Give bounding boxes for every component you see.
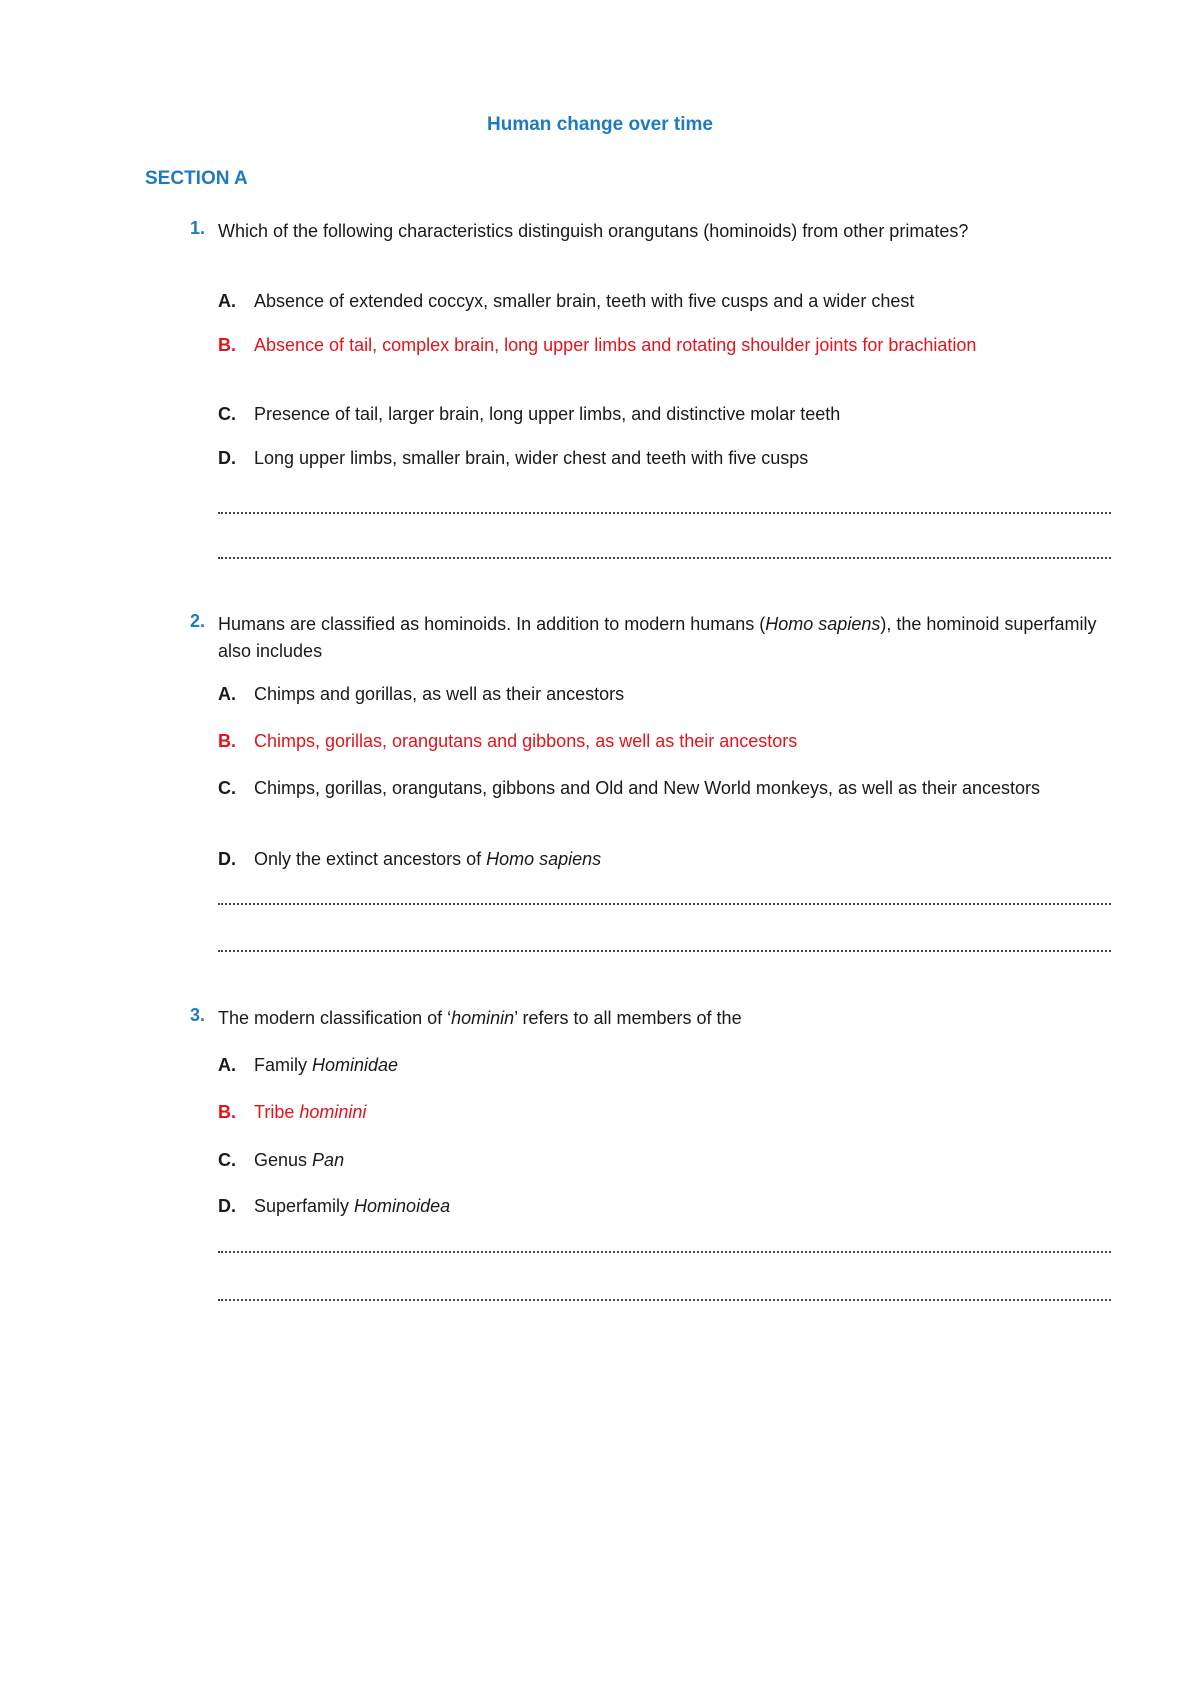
option-letter: B. <box>218 1102 236 1122</box>
option-letter: B. <box>218 731 236 751</box>
option-letter: D. <box>218 849 236 869</box>
option-text: Only the extinct ancestors of Homo sapiens <box>254 849 602 869</box>
answer-line[interactable] <box>218 1299 1111 1301</box>
option-letter: A. <box>218 684 236 704</box>
question-text: Humans are classified as hominoids. In addition to modern humans (Homo sapiens), the hominoid superfamily also includes <box>218 614 1097 661</box>
option-letter: D. <box>218 1196 236 1216</box>
option-text: Tribe hominini <box>254 1102 367 1122</box>
option-text: Presence of tail, larger brain, long upper limbs, and distinctive molar teeth <box>254 404 841 424</box>
option-letter: C. <box>218 404 236 424</box>
document-title: Human change over time <box>487 114 713 135</box>
question-text: The modern classification of ‘hominin’ refers to all members of the <box>218 1008 742 1028</box>
option-text: Absence of tail, complex brain, long upper limbs and rotating shoulder joints for brachiation <box>254 335 977 355</box>
section-heading: SECTION A <box>145 168 248 189</box>
option-text: Genus Pan <box>254 1150 345 1170</box>
option-text: Chimps, gorillas, orangutans, gibbons and Old and New World monkeys, as well as their ancestors <box>254 778 1041 798</box>
option-letter: A. <box>218 291 236 311</box>
option-letter: C. <box>218 1150 236 1170</box>
question-number: 3. <box>189 1005 205 1025</box>
question-number: 1. <box>189 218 205 238</box>
option-text: Superfamily Hominoidea <box>254 1196 451 1216</box>
option-text: Long upper limbs, smaller brain, wider chest and teeth with five cusps <box>254 448 809 468</box>
answer-line[interactable] <box>218 1251 1111 1253</box>
option-letter: B. <box>218 335 236 355</box>
option-text: Absence of extended coccyx, smaller brain, teeth with five cusps and a wider chest <box>254 291 915 311</box>
answer-line[interactable] <box>218 903 1111 905</box>
option-letter: D. <box>218 448 236 468</box>
answer-line[interactable] <box>218 950 1111 952</box>
option-text: Chimps, gorillas, orangutans and gibbons, as well as their ancestors <box>254 731 798 751</box>
answer-line[interactable] <box>218 557 1111 559</box>
option-text: Family Hominidae <box>254 1055 399 1075</box>
question-number: 2. <box>189 611 205 631</box>
option-letter: A. <box>218 1055 236 1075</box>
answer-line[interactable] <box>218 512 1111 514</box>
option-letter: C. <box>218 778 236 798</box>
option-text: Chimps and gorillas, as well as their ancestors <box>254 684 625 704</box>
question-text: Which of the following characteristics distinguish orangutans (hominoids) from other primates? <box>218 221 969 241</box>
